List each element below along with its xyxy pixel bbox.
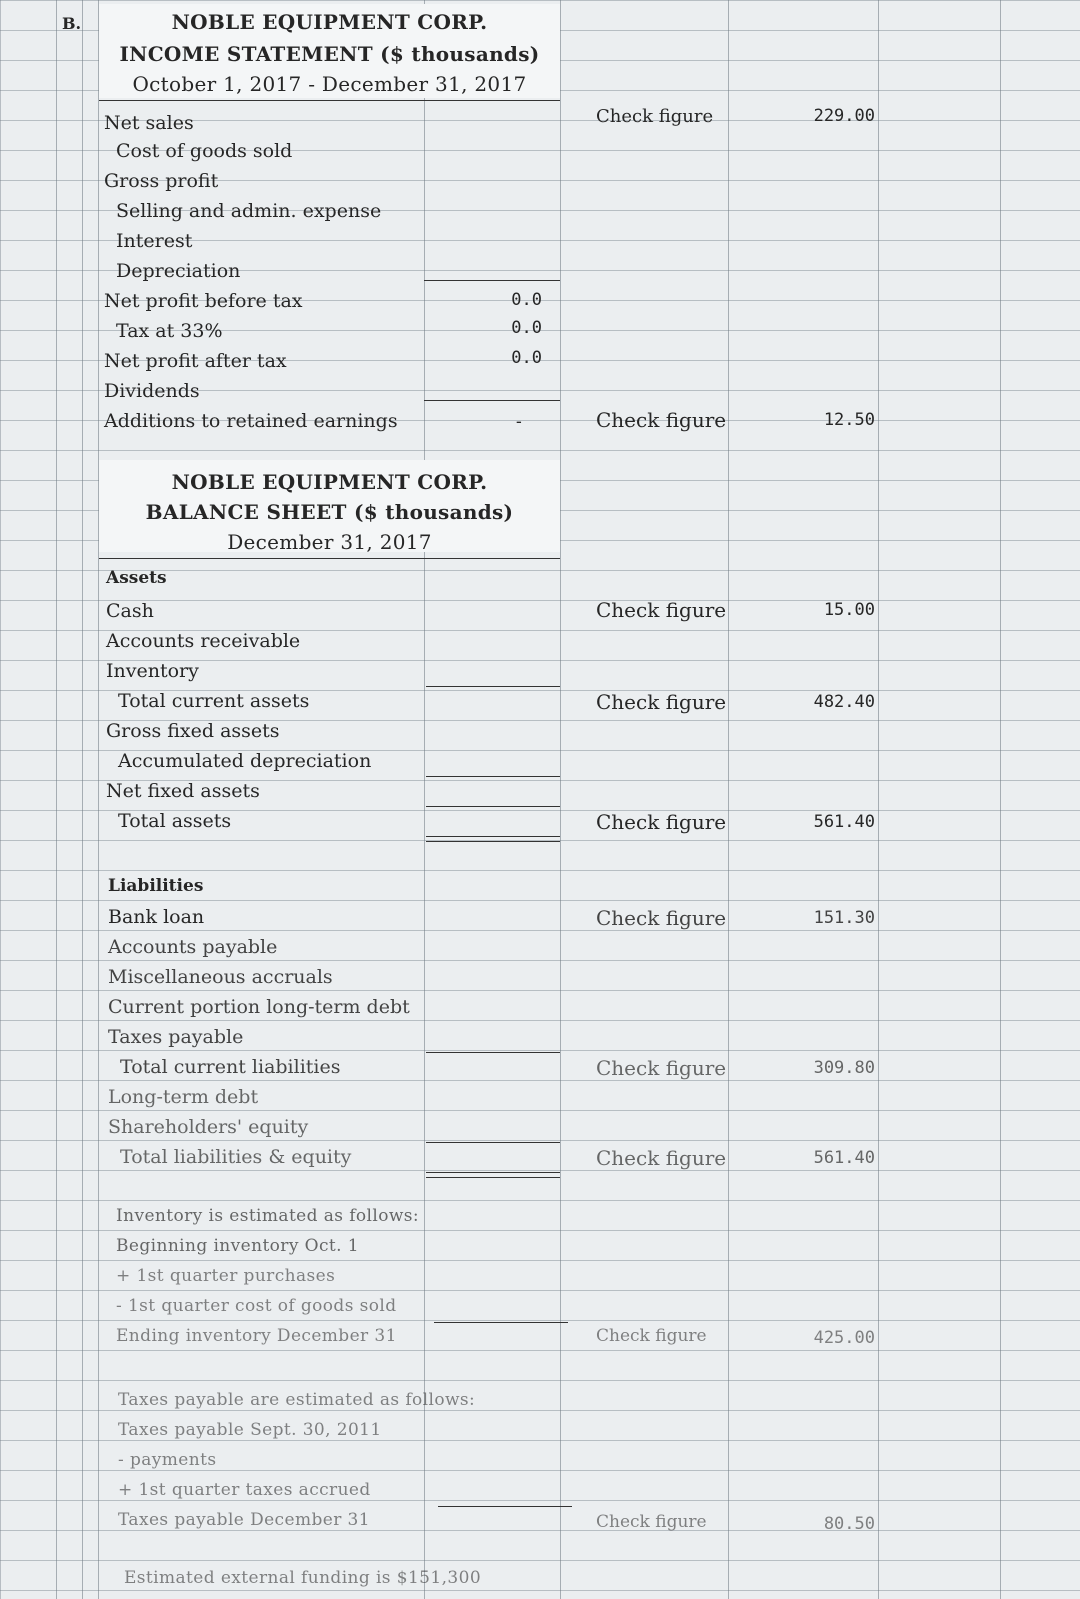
sum-underline [434, 1322, 568, 1323]
balance-sheet-subtitle: BALANCE SHEET ($ thousands) [145, 500, 514, 524]
inventory-heading: Inventory is estimated as follows: [116, 1206, 420, 1226]
taxes-line: + 1st quarter taxes accrued [118, 1480, 371, 1500]
taxes-line: - payments [118, 1450, 217, 1470]
row-label: Gross profit [104, 170, 219, 192]
check-figure-value: 561.40 [813, 812, 875, 832]
check-figure-value: 425.00 [813, 1328, 875, 1348]
taxes-line: Taxes payable Sept. 30, 2011 [118, 1420, 382, 1440]
check-figure-label: Check figure [596, 810, 727, 834]
value-cell: 0.0 [511, 318, 542, 338]
check-figure-value: 151.30 [813, 908, 875, 928]
section-tag: B. [62, 14, 82, 33]
check-figure-label: Check figure [596, 408, 727, 432]
column-line [56, 0, 57, 1599]
inventory-line: Ending inventory December 31 [116, 1326, 397, 1346]
liability-label: Bank loan [108, 906, 205, 928]
inventory-line: + 1st quarter purchases [116, 1266, 336, 1286]
income-period: October 1, 2017 - December 31, 2017 [132, 72, 527, 96]
sum-underline [426, 1052, 560, 1053]
check-figure-value: 309.80 [813, 1058, 875, 1078]
value-cell: - [513, 412, 524, 432]
check-figure-label: Check figure [596, 1512, 707, 1532]
asset-label: Total current assets [118, 690, 310, 712]
column-line [728, 0, 729, 1599]
value-cell: 0.0 [511, 348, 542, 368]
row-label: Cost of goods sold [116, 140, 293, 162]
check-figure-label: Check figure [596, 690, 727, 714]
row-label: Depreciation [116, 260, 241, 282]
check-figure-value: 12.50 [823, 410, 875, 430]
sum-underline [438, 1506, 572, 1507]
asset-label: Cash [106, 600, 154, 622]
liability-label: Miscellaneous accruals [108, 966, 333, 988]
income-statement-subtitle: INCOME STATEMENT ($ thousands) [119, 42, 540, 66]
row-label: Tax at 33% [116, 320, 223, 342]
header-underline [99, 100, 560, 101]
check-figure-value: 229.00 [813, 106, 875, 126]
check-figure-label: Check figure [596, 1056, 727, 1080]
taxes-line: Taxes payable December 31 [118, 1510, 370, 1530]
sum-underline [426, 776, 560, 777]
value-box-top [424, 400, 560, 401]
check-figure-value: 561.40 [813, 1148, 875, 1168]
column-line [424, 0, 425, 1599]
asset-label: Accounts receivable [106, 630, 301, 652]
asset-label: Net fixed assets [106, 780, 260, 802]
check-figure-label: Check figure [596, 598, 727, 622]
inventory-line: - 1st quarter cost of goods sold [116, 1296, 397, 1316]
sum-underline [426, 806, 560, 807]
column-line [878, 0, 879, 1599]
check-figure-value: 482.40 [813, 692, 875, 712]
sum-underline [426, 1142, 560, 1143]
value-cell: 0.0 [511, 290, 542, 310]
row-label: Additions to retained earnings [104, 410, 398, 432]
balance-company-title: NOBLE EQUIPMENT CORP. [171, 470, 488, 494]
liability-label: Accounts payable [108, 936, 278, 958]
liability-label: Long-term debt [108, 1086, 259, 1108]
header-underline [99, 558, 560, 559]
liability-label: Current portion long-term debt [108, 996, 410, 1018]
total-double-underline [426, 1172, 560, 1178]
taxes-heading: Taxes payable are estimated as follows: [118, 1390, 476, 1410]
asset-label: Gross fixed assets [106, 720, 280, 742]
liability-label: Shareholders' equity [108, 1116, 309, 1138]
row-label: Net profit before tax [104, 290, 303, 312]
asset-label: Inventory [106, 660, 199, 682]
column-line [98, 0, 99, 1599]
column-line [1000, 0, 1001, 1599]
column-line [560, 0, 561, 1599]
check-figure-label: Check figure [596, 106, 714, 127]
row-label: Dividends [104, 380, 200, 402]
balance-date: December 31, 2017 [227, 530, 432, 554]
liability-label: Taxes payable [108, 1026, 244, 1048]
asset-label: Total assets [118, 810, 232, 832]
check-figure-value: 80.50 [823, 1514, 875, 1534]
income-company-title: NOBLE EQUIPMENT CORP. [171, 10, 488, 34]
assets-heading: Assets [106, 568, 167, 588]
row-label: Selling and admin. expense [116, 200, 382, 222]
inventory-line: Beginning inventory Oct. 1 [116, 1236, 359, 1256]
total-double-underline [426, 836, 560, 842]
check-figure-label: Check figure [596, 1146, 727, 1170]
row-label: Net sales [104, 112, 194, 134]
row-label: Interest [116, 230, 193, 252]
column-line [82, 0, 83, 1599]
liability-label: Total current liabilities [120, 1056, 341, 1078]
value-box-top [424, 280, 560, 281]
row-label: Net profit after tax [104, 350, 287, 372]
funding-note: Estimated external funding is $151,300 [124, 1568, 482, 1588]
check-figure-label: Check figure [596, 906, 727, 930]
liabilities-heading: Liabilities [108, 876, 204, 896]
sum-underline [426, 686, 560, 687]
liability-label: Total liabilities & equity [120, 1146, 352, 1168]
check-figure-label: Check figure [596, 1326, 707, 1346]
asset-label: Accumulated depreciation [118, 750, 372, 772]
check-figure-value: 15.00 [823, 600, 875, 620]
